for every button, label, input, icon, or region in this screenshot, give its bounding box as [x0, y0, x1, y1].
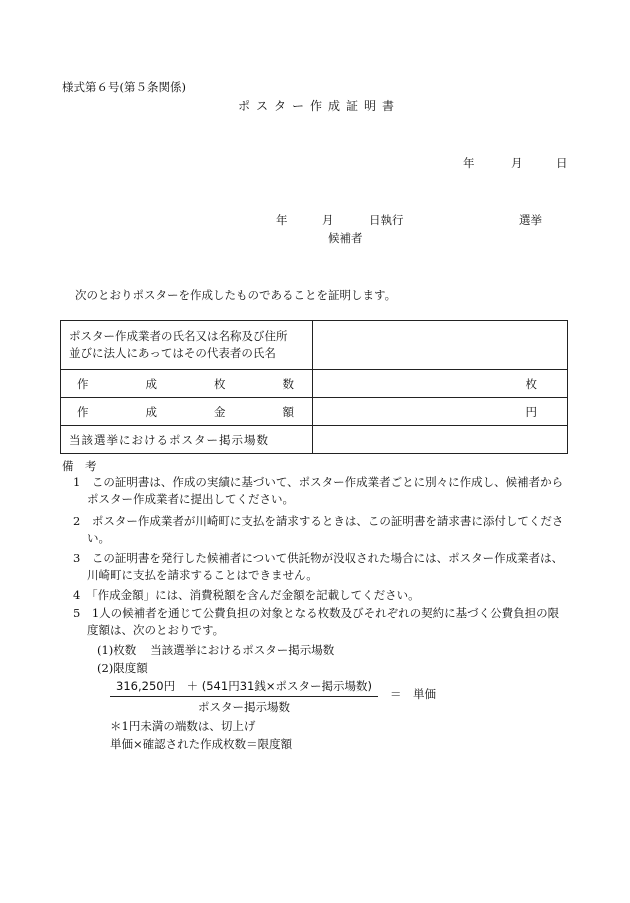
form-number: 様式第６号(第５条関係) — [62, 80, 186, 94]
posting-sites-label-cell — [61, 426, 313, 454]
table-row — [61, 370, 568, 398]
posting-sites-value-cell[interactable] — [313, 426, 568, 454]
election-label: 選挙 — [519, 213, 542, 227]
election-year-label: 年 — [276, 213, 288, 227]
document-title: ポスター作成証明書 — [237, 99, 400, 113]
remarks-heading: 備 考 — [62, 459, 97, 473]
list-item — [73, 474, 563, 508]
election-month-label: 月 — [322, 213, 334, 227]
table-row — [61, 398, 568, 426]
election-day-executed-label: 日執行 — [369, 213, 404, 227]
list-item — [73, 513, 563, 547]
item-number: 5 — [73, 606, 81, 620]
amount-value-cell[interactable] — [313, 398, 568, 426]
contractor-label-line1: ポスター作成業者の氏名又は名称及び住所 — [69, 329, 288, 343]
amount-label-cell — [61, 398, 313, 426]
sub-item-count-label: (1)枚数 — [97, 643, 137, 657]
limit-note: 単価×確認された作成枚数＝限度額 — [110, 737, 293, 751]
limit-formula — [110, 678, 436, 715]
unit-yen: 円 — [525, 404, 537, 419]
item-number: 2 — [73, 514, 81, 528]
formula-denominator: ポスター掲示場数 — [198, 700, 290, 714]
label-char: 枚 — [214, 376, 226, 391]
quantity-label-cell — [61, 370, 313, 398]
certification-statement: 次のとおりポスターを作成したものであることを証明します。 — [75, 288, 397, 302]
label-char: 金 — [214, 404, 226, 419]
item-text: 1人の候補者を通じて公費負担の対象となる枚数及びそれぞれの契約に基づく公費負担の限 — [91, 606, 560, 620]
label-char: 数 — [282, 376, 294, 391]
rounding-note: ＊1円未満の端数は、切上げ — [110, 719, 256, 733]
contractor-label-line2: 並びに法人にあってはその代表者の氏名 — [69, 346, 276, 360]
contractor-value-cell[interactable] — [313, 321, 568, 370]
certificate-table — [60, 320, 568, 454]
list-item — [73, 605, 559, 639]
candidate-label: 候補者 — [328, 231, 363, 245]
item-text-continued: 川崎町に支払を請求することはできません。 — [87, 568, 318, 582]
sub-item-limit-label: (2)限度額 — [97, 661, 148, 675]
date-month-label: 月 — [511, 156, 523, 170]
formula-result: ＝ 単価 — [390, 687, 436, 701]
date-day-label: 日 — [556, 156, 568, 170]
label-char: 額 — [282, 404, 294, 419]
quantity-value-cell[interactable] — [313, 370, 568, 398]
label-char: 作 — [77, 376, 89, 391]
formula-numerator: 316,250円 ＋ (541円31銭×ポスター掲示場数) — [110, 678, 378, 697]
item-text: この証明書を発行した候補者について供託物が没収された場合には、ポスター作成業者は、 — [91, 551, 564, 565]
list-item — [73, 550, 563, 584]
item-number: 4 — [73, 588, 81, 602]
table-row — [61, 321, 568, 370]
unit-sheets: 枚 — [525, 376, 537, 391]
item-text-continued: 度額は、次のとおりです。 — [87, 623, 225, 637]
table-row — [61, 426, 568, 454]
item-text: ポスター作成業者が川崎町に支払を請求するときは、この証明書を請求書に添付してくださ — [91, 514, 564, 528]
date-year-label: 年 — [463, 156, 475, 170]
label-char: 成 — [145, 404, 157, 419]
item-text: この証明書は、作成の実績に基づいて、ポスター作成業者ごとに別々に作成し、候補者から — [91, 475, 564, 489]
item-number: 3 — [73, 551, 81, 565]
sub-item-count — [97, 643, 334, 657]
contractor-label-cell — [61, 321, 313, 370]
item-text-continued: ポスター作成業者に提出してください。 — [87, 492, 294, 506]
sub-item-count-value: 当該選挙におけるポスター掲示場数 — [150, 643, 335, 657]
label-char: 成 — [145, 376, 157, 391]
item-number: 1 — [73, 475, 81, 489]
item-text: 「作成金額」には、消費税額を含んだ金額を記載してください。 — [91, 588, 420, 602]
item-text-continued: い。 — [87, 531, 110, 545]
list-item — [73, 587, 420, 604]
posting-sites-label: 当該選挙におけるポスター掲示場数 — [69, 432, 269, 447]
label-char: 作 — [77, 404, 89, 419]
